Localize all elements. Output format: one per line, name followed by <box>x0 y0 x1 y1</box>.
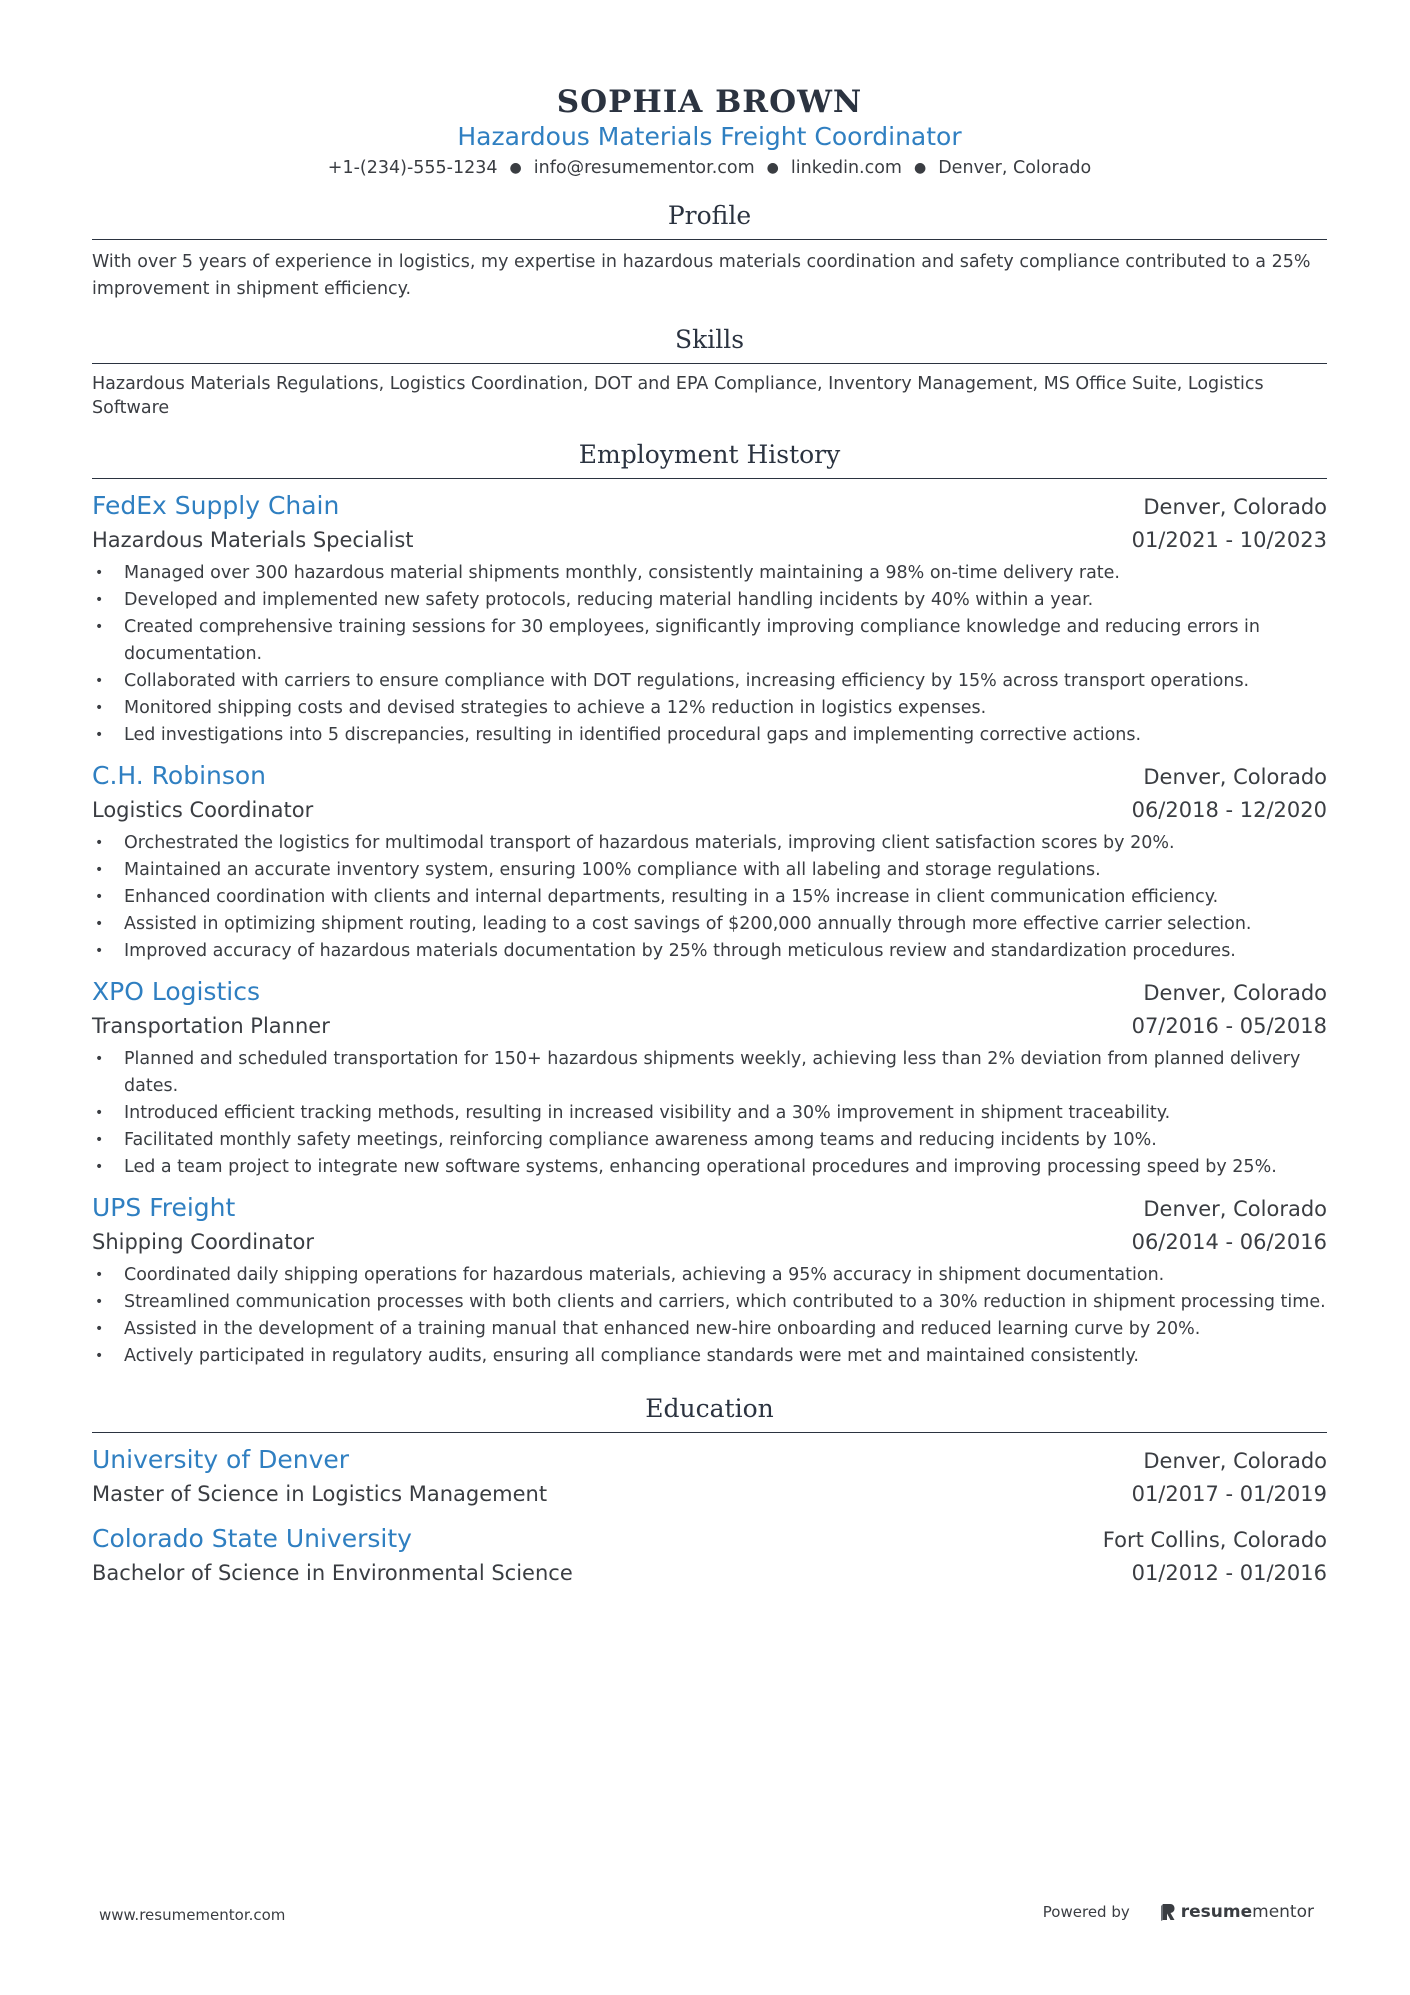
contact-location: Denver, Colorado <box>938 158 1092 178</box>
bullet-dot: • <box>95 1267 104 1283</box>
job-bullet <box>92 695 1327 722</box>
job-bullet <box>92 668 1327 695</box>
job-bullet <box>92 722 1327 749</box>
brand-name-light: mentor <box>1252 1902 1314 1922</box>
contact-phone: +1-(234)-555-1234 <box>327 158 498 178</box>
bullet-dot: • <box>95 1321 104 1337</box>
school-name: Colorado State University <box>92 1524 412 1553</box>
section-heading-education: Education <box>92 1392 1327 1433</box>
profile-text: With over 5 years of experience in logistics, my expertise in hazardous materials coordination and safety compliance contributed to a 25% improvement in shipment efficiency. <box>92 252 1311 299</box>
bullet-dot: • <box>95 700 104 716</box>
school-header-row <box>92 1443 1327 1478</box>
job-bullet <box>92 1100 1327 1127</box>
job-company: XPO Logistics <box>92 977 260 1006</box>
section-heading-skills: Skills <box>92 323 1327 364</box>
brand-logo[interactable] <box>1160 1902 1314 1922</box>
school-entry <box>92 1522 1327 1589</box>
job-bullet-list <box>92 1262 1327 1370</box>
bullet-dot: • <box>95 565 104 581</box>
school-header-row <box>92 1522 1327 1557</box>
bullet-dot: • <box>95 1348 104 1364</box>
skills-section <box>92 323 1327 420</box>
job-bullet <box>92 1154 1327 1181</box>
job-bullet-text: Assisted in optimizing shipment routing, leading to a cost savings of $200,000 annually through more effective carrier selection. <box>124 914 1252 934</box>
job-entry <box>92 489 1327 749</box>
job-bullet-text: Actively participated in regulatory audits, ensuring all compliance standards were met and maintained consistently. <box>124 1346 1139 1366</box>
bullet-dot: • <box>95 592 104 608</box>
job-bullet-list <box>92 1046 1327 1181</box>
footer-website[interactable]: www.resumementor.com <box>99 1906 286 1924</box>
job-bullet-text: Created comprehensive training sessions for 30 employees, significantly improving compliance knowledge and reducing errors in documentation. <box>124 617 1260 664</box>
school-list <box>92 1443 1327 1589</box>
bullet-dot: • <box>95 943 104 959</box>
profile-section <box>92 199 1327 303</box>
job-bullet <box>92 1127 1327 1154</box>
job-role: Hazardous Materials Specialist <box>92 528 414 552</box>
section-heading-profile: Profile <box>92 199 1327 240</box>
school-degree-row <box>92 1557 1327 1589</box>
school-dates: 01/2012 - 01/2016 <box>1131 1561 1327 1585</box>
contact-line <box>92 154 1327 183</box>
job-dates: 06/2014 - 06/2016 <box>1131 1230 1327 1254</box>
resumementor-logo-icon <box>1160 1902 1176 1922</box>
job-bullet-text: Orchestrated the logistics for multimodal transport of hazardous materials, improving client satisfaction scores by 20%. <box>124 833 1175 853</box>
job-role-row <box>92 1226 1327 1258</box>
job-entry <box>92 1191 1327 1370</box>
job-bullet-text: Enhanced coordination with clients and internal departments, resulting in a 15% increase in client communication efficiency. <box>124 887 1219 907</box>
job-bullet-text: Maintained an accurate inventory system, ensuring 100% compliance with all labeling and storage regulations. <box>124 860 1101 880</box>
job-location: Denver, Colorado <box>1143 981 1327 1005</box>
job-bullet-text: Planned and scheduled transportation for 150+ hazardous shipments weekly, achieving less than 2% deviation from planned delivery dates. <box>124 1049 1301 1096</box>
job-bullet <box>92 1046 1327 1100</box>
job-bullet <box>92 1316 1327 1343</box>
job-role-row <box>92 1010 1327 1042</box>
job-header-row <box>92 489 1327 524</box>
job-header-row <box>92 759 1327 794</box>
bullet-dot: • <box>95 1051 104 1067</box>
job-bullet <box>92 911 1327 938</box>
bullet-dot: • <box>95 862 104 878</box>
job-bullet <box>92 614 1327 668</box>
job-bullet-text: Introduced efficient tracking methods, resulting in increased visibility and a 30% improvement in shipment traceability. <box>124 1103 1171 1123</box>
job-bullet <box>92 1262 1327 1289</box>
brand-name-bold: resume <box>1180 1902 1253 1922</box>
job-bullet-text: Coordinated daily shipping operations for hazardous materials, achieving a 95% accuracy in shipment documentation. <box>124 1265 1165 1285</box>
job-bullet-list <box>92 560 1327 749</box>
job-entry <box>92 975 1327 1181</box>
job-role: Shipping Coordinator <box>92 1230 314 1254</box>
job-dates: 07/2016 - 05/2018 <box>1131 1014 1327 1038</box>
bullet-dot: • <box>95 835 104 851</box>
job-entry <box>92 759 1327 965</box>
job-bullet <box>92 560 1327 587</box>
job-dates: 01/2021 - 10/2023 <box>1131 528 1327 552</box>
job-company: UPS Freight <box>92 1193 236 1222</box>
job-location: Denver, Colorado <box>1143 765 1327 789</box>
job-bullet-list <box>92 830 1327 965</box>
job-bullet-text: Assisted in the development of a training manual that enhanced new-hire onboarding and reduced learning curve by 20%. <box>124 1319 1201 1339</box>
school-degree: Master of Science in Logistics Management <box>92 1482 548 1506</box>
school-degree-row <box>92 1478 1327 1510</box>
skills-text: Hazardous Materials Regulations, Logistics Coordination, DOT and EPA Compliance, Inventory Management, MS Office Suite, Logistics Software <box>92 374 1264 418</box>
job-bullet-text: Managed over 300 hazardous material shipments monthly, consistently maintaining a 98% on-time delivery rate. <box>124 563 1120 583</box>
employment-section <box>92 438 1327 1370</box>
job-bullet-text: Collaborated with carriers to ensure compliance with DOT regulations, increasing efficiency by 15% across transport operations. <box>124 671 1250 691</box>
bullet-dot: • <box>95 1132 104 1148</box>
job-bullet <box>92 938 1327 965</box>
job-bullet-text: Improved accuracy of hazardous materials documentation by 25% through meticulous review and standardization procedures. <box>124 941 1236 961</box>
candidate-title: Hazardous Materials Freight Coordinator <box>457 122 962 151</box>
contact-email: info@resumementor.com <box>533 158 755 178</box>
bullet-dot: • <box>95 889 104 905</box>
job-bullet-text: Streamlined communication processes with both clients and carriers, which contributed to a 30% reduction in shipment processing time. <box>124 1292 1326 1312</box>
job-bullet-text: Led a team project to integrate new software systems, enhancing operational procedures and improving processing speed by 25%. <box>124 1157 1277 1177</box>
job-role-row <box>92 524 1327 556</box>
job-bullet <box>92 830 1327 857</box>
school-dates: 01/2017 - 01/2019 <box>1131 1482 1327 1506</box>
bullet-dot: • <box>95 916 104 932</box>
job-location: Denver, Colorado <box>1143 1197 1327 1221</box>
job-dates: 06/2018 - 12/2020 <box>1131 798 1327 822</box>
job-bullet <box>92 1289 1327 1316</box>
job-header-row <box>92 1191 1327 1226</box>
separator-dot: ● <box>766 160 779 176</box>
education-section <box>92 1392 1327 1589</box>
separator-dot: ● <box>913 160 927 176</box>
footer-branding <box>1043 1902 1314 1922</box>
school-location: Fort Collins, Colorado <box>1102 1528 1327 1552</box>
section-heading-employment: Employment History <box>92 438 1327 479</box>
job-bullet-text: Led investigations into 5 discrepancies, resulting in identified procedural gaps and implementing corrective actions. <box>124 725 1142 745</box>
school-location: Denver, Colorado <box>1143 1449 1327 1473</box>
separator-dot: ● <box>509 160 522 176</box>
job-role: Transportation Planner <box>92 1014 330 1038</box>
bullet-dot: • <box>95 1105 104 1121</box>
job-bullet <box>92 587 1327 614</box>
job-bullet-text: Monitored shipping costs and devised strategies to achieve a 12% reduction in logistics expenses. <box>124 698 987 718</box>
school-name: University of Denver <box>92 1445 350 1474</box>
job-list <box>92 489 1327 1370</box>
resume-page <box>92 82 1327 1589</box>
job-header-row <box>92 975 1327 1010</box>
bullet-dot: • <box>95 1159 104 1175</box>
job-bullet-text: Developed and implemented new safety protocols, reducing material handling incidents by 40% within a year. <box>124 590 1094 610</box>
job-bullet <box>92 857 1327 884</box>
candidate-name: SOPHIA BROWN <box>556 84 863 120</box>
bullet-dot: • <box>95 673 104 689</box>
school-entry <box>92 1443 1327 1510</box>
job-bullet <box>92 1343 1327 1370</box>
job-bullet-text: Facilitated monthly safety meetings, reinforcing compliance awareness among teams and reducing incidents by 10%. <box>124 1130 1157 1150</box>
contact-linkedin: linkedin.com <box>790 158 902 178</box>
job-role-row <box>92 794 1327 826</box>
job-role: Logistics Coordinator <box>92 798 314 822</box>
job-company: FedEx Supply Chain <box>92 491 340 520</box>
bullet-dot: • <box>95 1294 104 1310</box>
job-company: C.H. Robinson <box>92 761 267 790</box>
bullet-dot: • <box>95 619 104 635</box>
job-location: Denver, Colorado <box>1143 495 1327 519</box>
job-bullet <box>92 884 1327 911</box>
powered-by-label: Powered by <box>1042 1903 1130 1921</box>
bullet-dot: • <box>95 727 104 743</box>
school-degree: Bachelor of Science in Environmental Science <box>92 1561 573 1585</box>
